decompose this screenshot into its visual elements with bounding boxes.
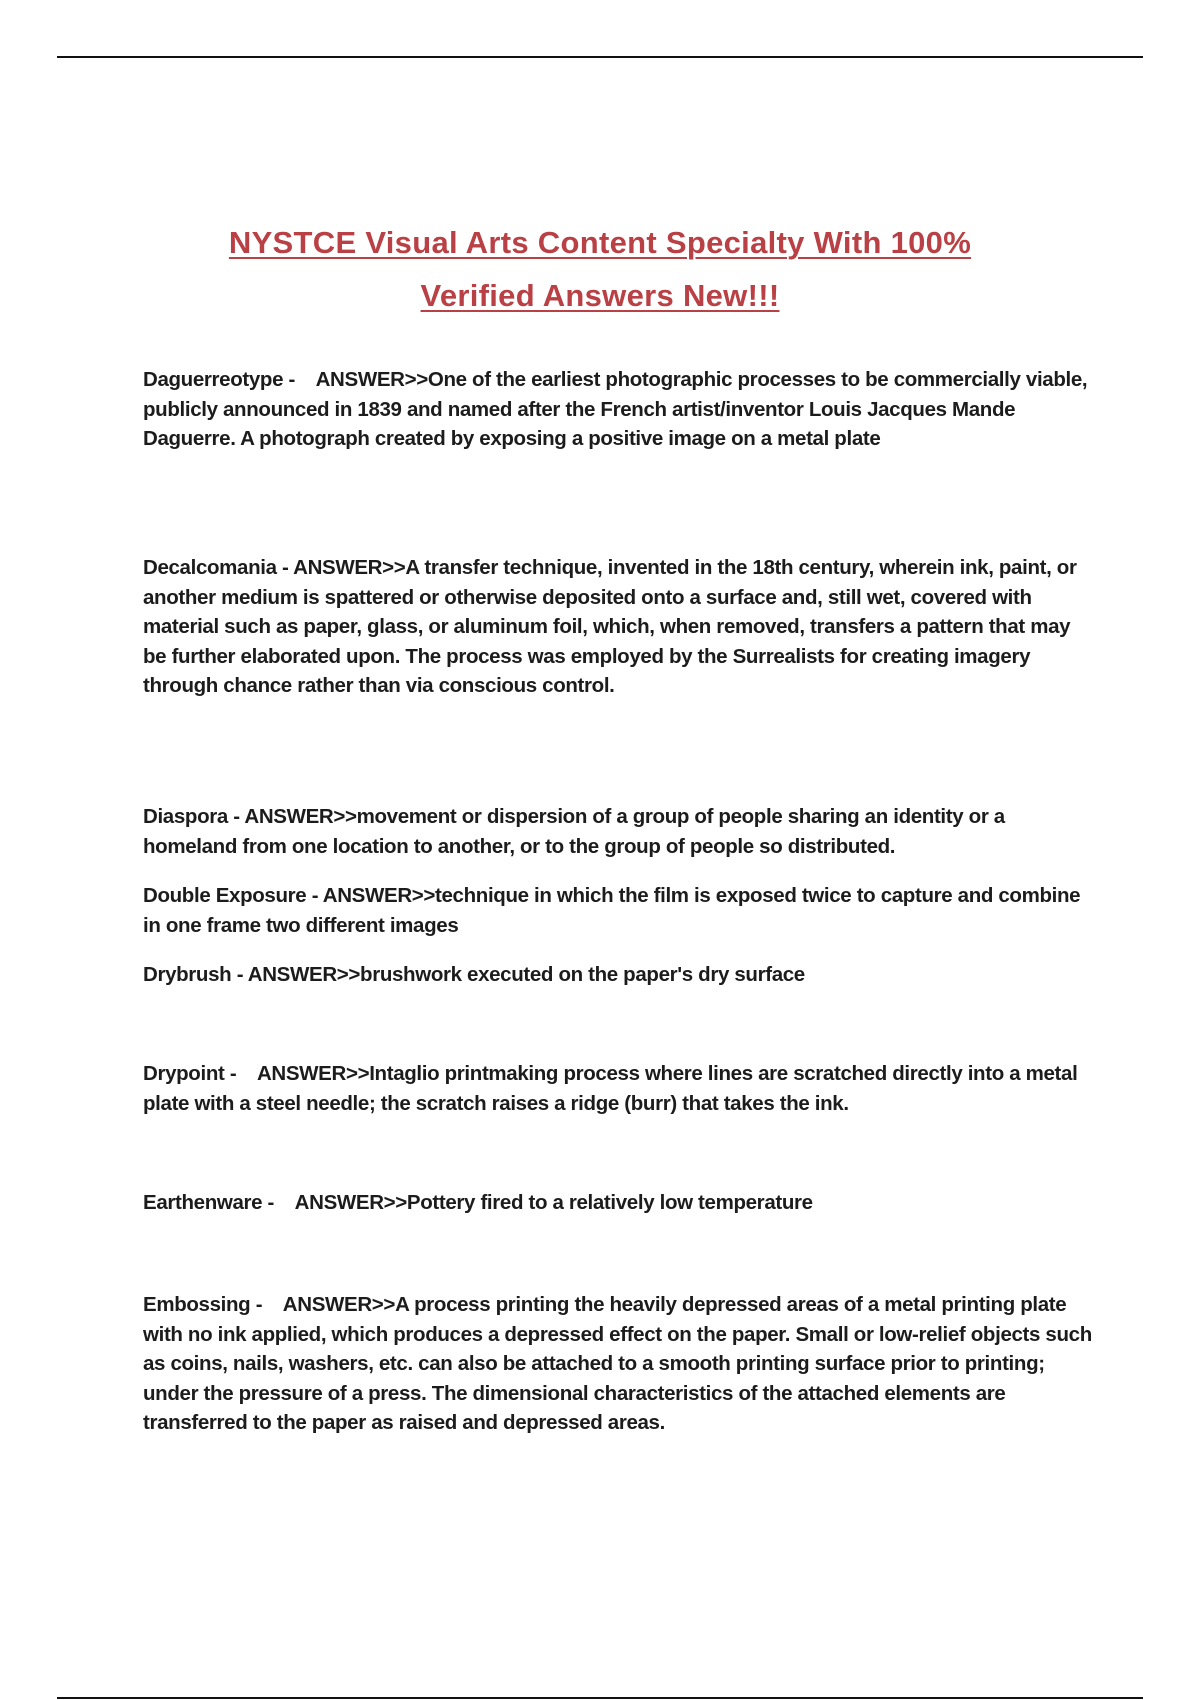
entry-term: Diaspora [143,805,228,828]
entry-term: Drypoint [143,1062,225,1085]
entry-answer: Intaglio printmaking process where lines are scratched directly into a metal plate with a steel needle; the scratch raises a ridge (burr) that takes the ink. [143,1062,1078,1115]
entry-separator: - [276,556,294,579]
entry-separator: - [283,368,316,391]
entry-term: Double Exposure [143,884,307,907]
answer-prefix: ANSWER>> [293,556,406,579]
bottom-rule [57,1697,1143,1699]
entry-separator: - [306,884,323,907]
answer-prefix: ANSWER>> [247,963,361,986]
entry-answer: A process printing the heavily depressed areas of a metal printing plate with no ink applied, which produces a depressed effect on the paper. Small or low-relief objects such as coins, nails, washers, etc. can also be attached to a smooth printing surface prior to printing; under the pressure of a press. The dimensional characteristics of the attached elements are transferred to the paper as raised and depressed areas. [143,1293,1092,1434]
entry-answer: Pottery fired to a relatively low temperature [406,1191,813,1214]
entry-answer: technique in which the film is exposed twice to capture and combine in one frame two different images [143,884,1081,937]
entry-answer: One of the earliest photographic processes to be commercially viable, publicly announced in 1839 and named after the French artist/inventor Louis Jacques Mande Daguerre. A photograph created by exposing a positive image on a metal plate [143,368,1088,450]
top-rule [57,56,1143,58]
qa-entry-drypoint [143,1059,1103,1118]
qa-entry-double-exposure [143,881,1093,940]
entry-answer: movement or dispersion of a group of people sharing an identity or a homeland from one location to another, or to the group of people so distributed. [143,805,1005,858]
qa-entry-decalcomania [143,553,1093,701]
qa-entry-earthenware [143,1188,1093,1218]
entry-separator: - [227,805,245,828]
answer-prefix: ANSWER>> [315,368,428,391]
answer-prefix: ANSWER>> [256,1062,370,1085]
answer-prefix: ANSWER>> [322,884,436,907]
entry-term: Embossing [143,1293,251,1316]
entry-separator: - [262,1191,295,1214]
entry-term: Decalcomania [143,556,277,579]
title-line-1: NYSTCE Visual Arts Content Specialty With 100% [228,224,972,260]
page-title [100,216,1100,322]
entry-term: Daguerreotype [143,368,284,391]
answer-prefix: ANSWER>> [294,1191,407,1214]
title-line-2: Verified Answers New!!! [420,277,780,313]
qa-entry-diaspora [143,802,1093,861]
entry-term: Earthenware [143,1191,263,1214]
qa-entry-daguerreotype [143,365,1093,454]
entry-answer: brushwork executed on the paper's dry surface [360,963,805,986]
entry-separator: - [250,1293,283,1316]
answer-prefix: ANSWER>> [244,805,357,828]
entry-answer: A transfer technique, invented in the 18th century, wherein ink, paint, or another medium is spattered or otherwise deposited onto a surface and, still wet, covered with material such as paper, glass, or aluminum foil, which, when removed, transfers a pattern that may be further elaborated upon. The process was employed by the Surrealists for creating imagery through chance rather than via conscious control. [143,556,1077,697]
answer-prefix: ANSWER>> [282,1293,396,1316]
entry-separator: - [224,1062,257,1085]
entry-term: Drybrush [143,963,232,986]
qa-entry-drybrush [143,960,1093,990]
qa-entry-embossing [143,1290,1093,1438]
entry-separator: - [231,963,248,986]
